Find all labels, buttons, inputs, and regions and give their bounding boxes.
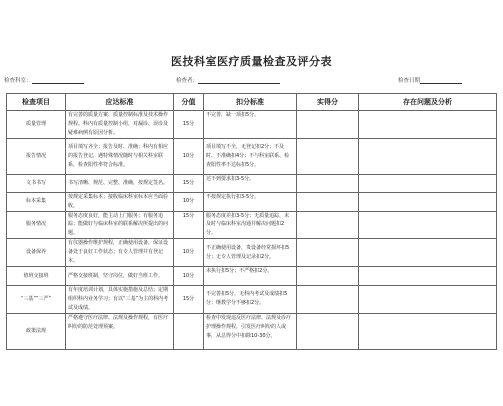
row-issues-cell[interactable]: [359, 111, 497, 139]
row-issues-cell[interactable]: [359, 313, 497, 349]
row-issues-cell[interactable]: [359, 239, 497, 267]
row-deduction: 达不到要求扣3-5分。: [204, 174, 297, 192]
row-standard: 按规定采集标本；接收临床科室标本应当面验收。: [66, 192, 174, 211]
table-row: [7, 211, 497, 239]
row-standard: 有仪器操作维护规程，正确使用设备，保证设备处于良好工作状态；有专人管理并有登记本。: [66, 239, 174, 267]
row-earned-cell[interactable]: [297, 285, 359, 313]
row-item: 质量管理: [7, 111, 66, 139]
field-department-line[interactable]: [32, 77, 84, 84]
row-item: 标本采集: [7, 192, 66, 211]
table-row: [7, 266, 497, 285]
row-score: 10分: [174, 138, 204, 174]
row-score: 10分: [174, 239, 204, 267]
row-earned-cell[interactable]: [297, 266, 359, 285]
header-earned: 实得分: [297, 94, 359, 111]
row-score: 15分: [174, 174, 204, 192]
table-row: [7, 192, 497, 211]
row-item: “三基”“三严”: [7, 285, 66, 313]
row-standard: 有年度培训计划，具体实施措施及总结；定期组织科内业务学习；有以“三基”为主的科内考试及成绩。: [66, 285, 174, 313]
table-row: [7, 138, 497, 174]
row-earned-cell[interactable]: [297, 192, 359, 211]
header-item: 检查项目: [7, 94, 66, 111]
row-issues-cell[interactable]: [359, 174, 497, 192]
row-earned-cell[interactable]: [297, 111, 359, 139]
row-item: 设备保养: [7, 239, 66, 267]
field-department-label: 检查科室：: [4, 78, 32, 84]
row-earned-cell[interactable]: [297, 211, 359, 239]
row-deduction: 不完善，缺一项扣5分。: [204, 111, 297, 139]
field-inspector: [176, 76, 280, 84]
table-row: [7, 239, 497, 267]
evaluation-table: [6, 93, 497, 350]
table-row: [7, 111, 497, 139]
header-issues: 存在问题及分析: [359, 94, 497, 111]
row-score: 15分: [174, 111, 204, 139]
row-standard: 服务态度良好，能主动上门服务；有服务追踪；能做好与临床科室的联系解决所提出的问题。: [66, 211, 174, 239]
row-deduction: 未执行扣5分；不严格扣2分。: [204, 266, 297, 285]
row-standard: 有完善的质量方案、质量控制标准及技术操作规程。科内有质量控制小组，对漏诊、误诊及疑难病例有原因分析。: [66, 111, 174, 139]
row-earned-cell[interactable]: [297, 239, 359, 267]
field-date: [398, 76, 462, 84]
field-inspector-label: 检查者：: [176, 78, 199, 84]
document-title: 医技科室医疗质量检查及评分表: [171, 55, 332, 68]
row-earned-cell[interactable]: [297, 138, 359, 174]
row-standard: 严格遵守医疗法律、法规及操作规程，有医疗纠纷的防范处理预案。: [66, 313, 174, 349]
row-deduction: 不完善扣5分，无科内考试及成绩扣5分；继教学分不够扣2分。: [204, 285, 297, 313]
row-earned-cell[interactable]: [297, 313, 359, 349]
field-date-line[interactable]: [420, 77, 462, 84]
row-item: 服务情况: [7, 211, 66, 239]
row-standard: 项目填写齐全；报告及时、准确；科内有相应的报告登记，遇特殊情况随时与相关科室联系，检查阳性率符合标准。: [66, 138, 174, 174]
row-issues-cell[interactable]: [359, 266, 497, 285]
row-score: [174, 313, 204, 349]
row-deduction: 服务态度差扣3-5分；无质量追踪，未及时与临床科室沟通并解决问题扣2分。: [204, 211, 297, 239]
row-issues-cell[interactable]: [359, 192, 497, 211]
row-item: 政策法规: [7, 313, 66, 349]
field-date-label: 检查日期: [398, 78, 421, 84]
table-row: [7, 174, 497, 192]
row-item: 文书书写: [7, 174, 66, 192]
header-deduction: 扣分标准: [204, 94, 297, 111]
row-standard: 严格交接班制，坚守岗位，做好当班工作。: [66, 266, 174, 285]
row-score: 15分: [174, 211, 204, 239]
row-item: 值班交接班: [7, 266, 66, 285]
table-row: [7, 285, 497, 313]
header-standard: 应达标准: [66, 94, 174, 111]
row-score: 10分: [174, 192, 204, 211]
row-issues-cell[interactable]: [359, 211, 497, 239]
row-deduction: 检查中发现违反医疗法律、法规及诊疗护理操作规程，引发医疗纠纷的人或事，从总得分中扣除10-30分。: [204, 313, 297, 349]
row-deduction: 项目填写不全，无登记扣2分；不及时、不准确扣4分；不与科室联系、检查阳性率不达标扣5分。: [204, 138, 297, 174]
table-header-row: [7, 94, 497, 111]
table-row: [7, 313, 497, 349]
row-deduction: 不正确使用设备，贵设备经常损坏扣5分；无专人管理及记录扣2分。: [204, 239, 297, 267]
row-issues-cell[interactable]: [359, 138, 497, 174]
row-standard: 书写清晰、规范、完整、准确，按规定签名。: [66, 174, 174, 192]
row-issues-cell[interactable]: [359, 285, 497, 313]
row-item: 报告情况: [7, 138, 66, 174]
row-score: 10分: [174, 266, 204, 285]
row-earned-cell[interactable]: [297, 174, 359, 192]
row-deduction: 不按规定执行扣3-5分。: [204, 192, 297, 211]
header-score: 分值: [174, 94, 204, 111]
field-inspector-line[interactable]: [198, 77, 280, 84]
row-score: 15分: [174, 285, 204, 313]
field-department: [4, 76, 84, 84]
